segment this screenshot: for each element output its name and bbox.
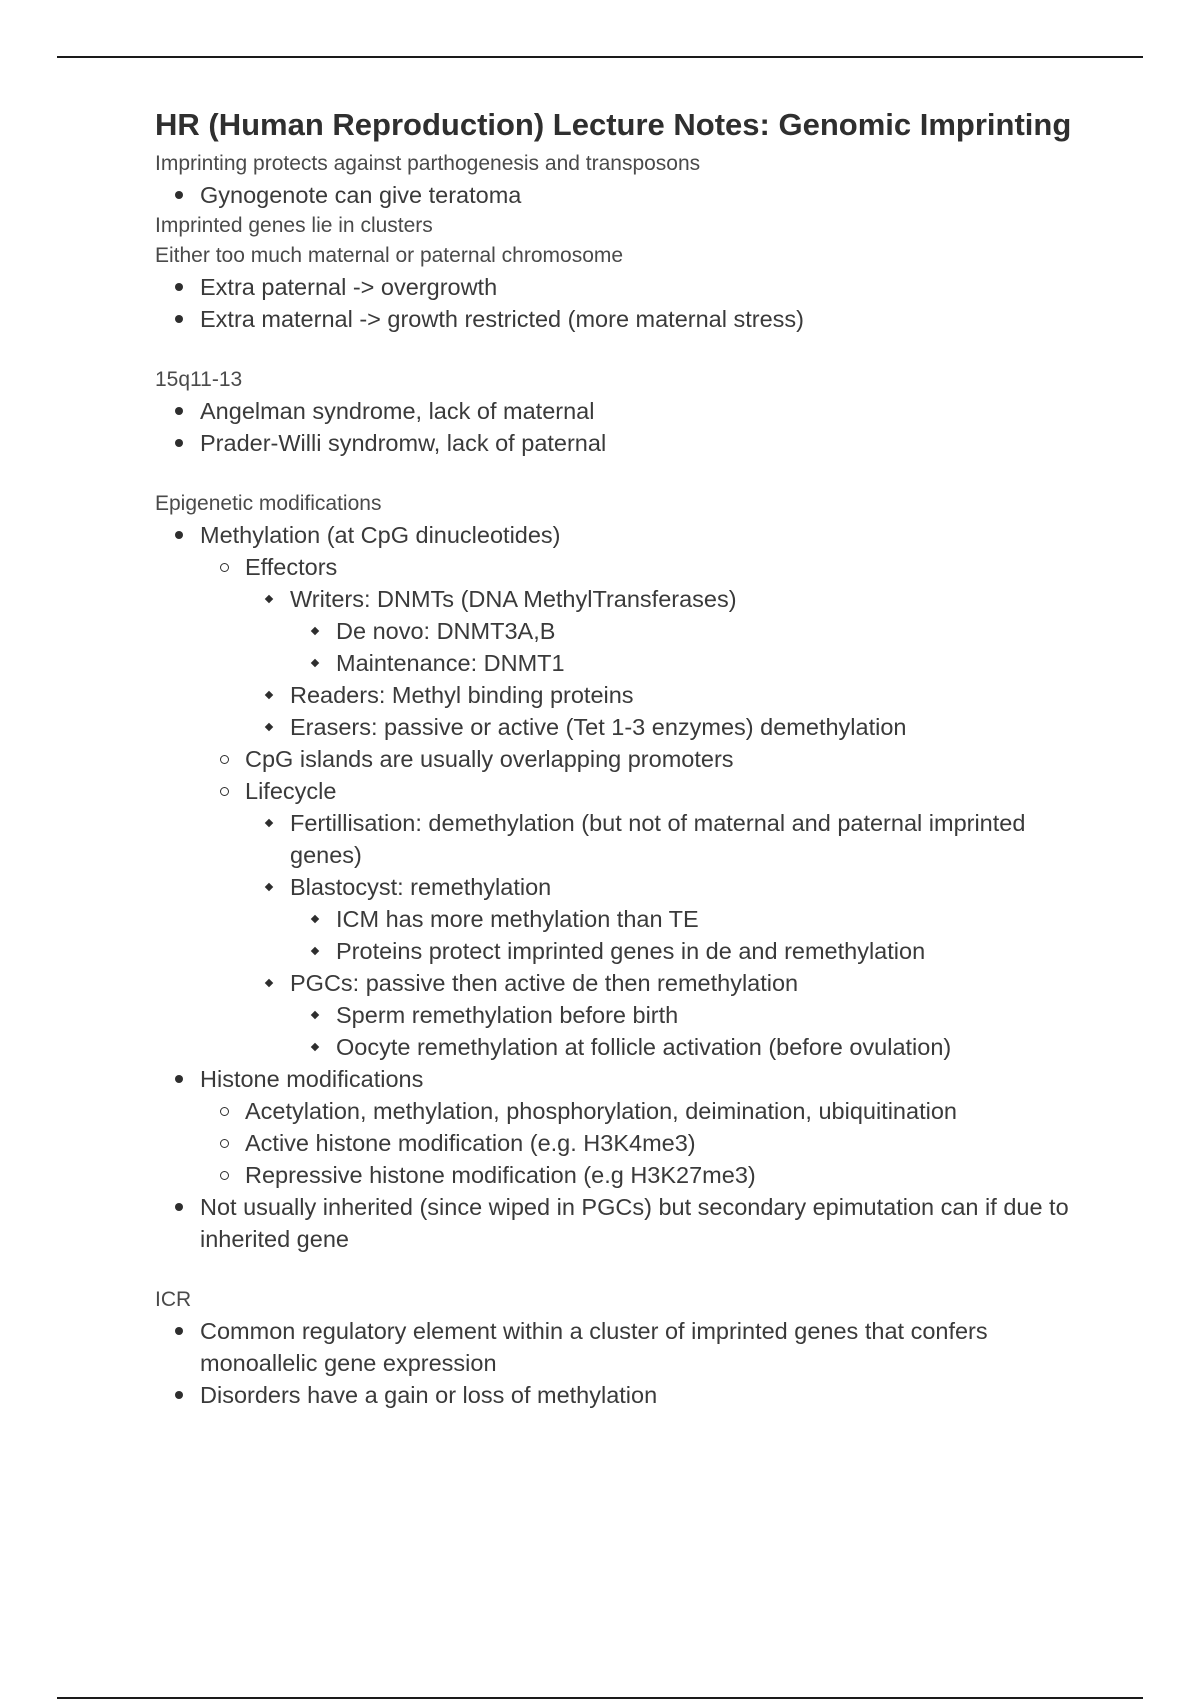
list-item (155, 179, 1075, 211)
bullet-circle-icon (216, 743, 236, 775)
list-item-text: Histone modifications (200, 1066, 424, 1092)
list-item-text: De novo: DNMT3A,B (336, 618, 556, 644)
list-item-text: Erasers: passive or active (Tet 1-3 enzymes) demethylation (290, 714, 907, 740)
list-item-text: Sperm remethylation before birth (336, 1002, 679, 1028)
bullet-circle-icon (216, 775, 236, 807)
list-item-text: Disorders have a gain or loss of methylation (200, 1382, 658, 1408)
list-item-text: Lifecycle (245, 778, 337, 804)
bullet-diamond-icon (261, 871, 281, 903)
list-item-text: Acetylation, methylation, phosphorylation, deimination, ubiquitination (245, 1098, 957, 1124)
notes-body (155, 104, 1075, 1411)
list-item-text: PGCs: passive then active de then remethylation (290, 970, 799, 996)
top-divider (57, 56, 1143, 58)
list-item-text: Angelman syndrome, lack of maternal (200, 398, 595, 424)
section-heading: Imprinted genes lie in clusters (155, 214, 433, 237)
list-item (155, 427, 1075, 459)
bullet-disc-icon (171, 1315, 191, 1347)
list-item (155, 271, 1075, 303)
bullet-diamond-icon (307, 935, 327, 967)
list-item-text: Maintenance: DNMT1 (336, 650, 565, 676)
list-item (155, 1159, 1075, 1191)
list-item (155, 679, 1075, 711)
list-item-text: Writers: DNMTs (DNA MethylTransferases) (290, 586, 737, 612)
bullet-circle-icon (216, 1095, 236, 1127)
list-item (155, 647, 1075, 679)
list-item (155, 807, 1075, 871)
list-item (155, 935, 1075, 967)
section-heading: Imprinting protects against parthogenesis and transposons (155, 152, 701, 175)
section-heading: 15q11-13 (155, 368, 243, 391)
list-item-text: Oocyte remethylation at follicle activation (before ovulation) (336, 1034, 952, 1060)
list-item (155, 999, 1075, 1031)
bullet-diamond-icon (261, 807, 281, 839)
list-item-text: Readers: Methyl binding proteins (290, 682, 634, 708)
list-item (155, 519, 1075, 551)
list-item-text: ICM has more methylation than TE (336, 906, 699, 932)
list-item-text: Blastocyst: remethylation (290, 874, 552, 900)
list-item-text: Prader-Willi syndromw, lack of paternal (200, 430, 607, 456)
list-item (155, 615, 1075, 647)
bullet-diamond-icon (307, 903, 327, 935)
section-heading: Either too much maternal or paternal chromosome (155, 244, 624, 267)
blank-line (155, 459, 1075, 489)
list-item-text: Extra paternal -> overgrowth (200, 274, 498, 300)
bullet-disc-icon (171, 1191, 191, 1223)
bullet-disc-icon (171, 1063, 191, 1095)
bullet-diamond-icon (261, 967, 281, 999)
section-heading: Epigenetic modifications (155, 492, 382, 515)
bullet-diamond-icon (261, 711, 281, 743)
list-item-text: Proteins protect imprinted genes in de and remethylation (336, 938, 926, 964)
list-item-text: Not usually inherited (since wiped in PGCs) but secondary epimutation can if due to inherited gene (200, 1194, 1069, 1252)
bullet-diamond-icon (307, 1031, 327, 1063)
list-item (155, 1063, 1075, 1095)
bullet-circle-icon (216, 1127, 236, 1159)
bullet-diamond-icon (307, 999, 327, 1031)
bullet-disc-icon (171, 519, 191, 551)
section-heading: ICR (155, 1288, 192, 1311)
list-item (155, 303, 1075, 335)
list-item (155, 743, 1075, 775)
page-title: HR (Human Reproduction) Lecture Notes: Genomic Imprinting (155, 107, 1072, 142)
list-item (155, 583, 1075, 615)
list-item-text: Repressive histone modification (e.g H3K27me3) (245, 1162, 756, 1188)
list-item (155, 1379, 1075, 1411)
list-item (155, 1095, 1075, 1127)
bullet-diamond-icon (307, 647, 327, 679)
list-item (155, 1191, 1075, 1255)
blank-line (155, 335, 1075, 365)
list-item (155, 871, 1075, 903)
bullet-disc-icon (171, 271, 191, 303)
bullet-diamond-icon (261, 679, 281, 711)
list-item-text: Effectors (245, 554, 338, 580)
list-item (155, 711, 1075, 743)
list-item-text: CpG islands are usually overlapping promoters (245, 746, 734, 772)
list-item (155, 395, 1075, 427)
list-item-text: Fertillisation: demethylation (but not of maternal and paternal imprinted genes) (290, 810, 1026, 868)
list-item (155, 1127, 1075, 1159)
list-item (155, 903, 1075, 935)
list-item (155, 1031, 1075, 1063)
bottom-divider (57, 1697, 1143, 1699)
list-item (155, 1315, 1075, 1379)
list-item-text: Active histone modification (e.g. H3K4me3) (245, 1130, 696, 1156)
bullet-disc-icon (171, 427, 191, 459)
list-item (155, 551, 1075, 583)
bullet-diamond-icon (261, 583, 281, 615)
bullet-disc-icon (171, 303, 191, 335)
list-item (155, 775, 1075, 807)
bullet-disc-icon (171, 1379, 191, 1411)
bullet-disc-icon (171, 395, 191, 427)
list-item-text: Gynogenote can give teratoma (200, 182, 522, 208)
notes-lines (155, 149, 1075, 1411)
bullet-circle-icon (216, 551, 236, 583)
bullet-circle-icon (216, 1159, 236, 1191)
list-item-text: Common regulatory element within a cluster of imprinted genes that confers monoallelic gene expression (200, 1318, 988, 1376)
bullet-diamond-icon (307, 615, 327, 647)
list-item-text: Extra maternal -> growth restricted (more maternal stress) (200, 306, 805, 332)
list-item-text: Methylation (at CpG dinucleotides) (200, 522, 561, 548)
blank-line (155, 1255, 1075, 1285)
bullet-disc-icon (171, 179, 191, 211)
list-item (155, 967, 1075, 999)
